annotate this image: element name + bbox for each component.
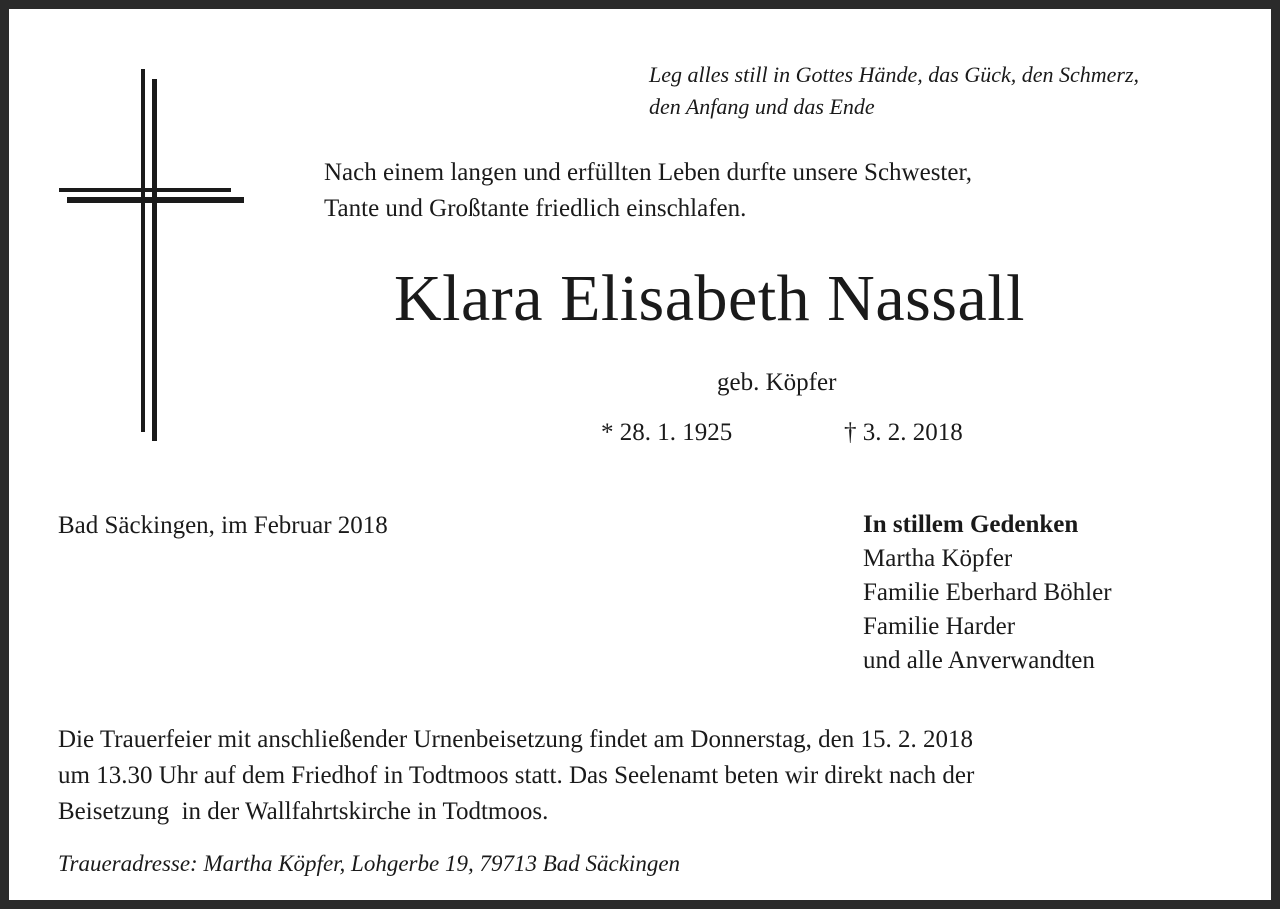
mourners-block [863,508,1112,678]
mourners-heading: In stillem Gedenken [863,511,1079,538]
mourner-name: und alle Anverwandten [863,647,1095,674]
birth-date: * 28. 1. 1925 [601,419,733,446]
mourning-address: Traueradresse: Martha Köpfer, Lohgerbe 19, 79713 Bad Säckingen [58,851,681,876]
mourner-name: Familie Harder [863,613,1016,640]
motto-line-2: den Anfang und das Ende [649,94,875,119]
ceremony-line-2: um 13.30 Uhr auf dem Friedhof in Todtmoos statt. Das Seelenamt beten wir direkt nach der [58,762,975,789]
birth-name: geb. Köpfer [717,369,837,396]
deceased-name: Klara Elisabeth Nassall [394,262,1025,335]
motto-verse [649,59,1139,123]
cross-icon [57,69,247,444]
motto-line-1: Leg alles still in Gottes Hände, das Gück, den Schmerz, [649,62,1140,87]
mourner-name: Familie Eberhard Böhler [863,579,1112,606]
ceremony-info [58,722,974,830]
place-and-date: Bad Säckingen, im Februar 2018 [58,512,388,539]
mourner-name: Martha Köpfer [863,545,1013,572]
intro-line-1: Nach einem langen und erfüllten Leben durfte unsere Schwester, [324,159,973,186]
intro-line-2: Tante und Großtante friedlich einschlafen. [324,195,747,222]
ceremony-line-3: Beisetzung in der Wallfahrtskirche in Todtmoos. [58,798,549,825]
ceremony-line-1: Die Trauerfeier mit anschließender Urnenbeisetzung findet am Donnerstag, den 15. 2. 2018 [58,726,974,753]
death-date: † 3. 2. 2018 [844,419,963,446]
intro-text [324,155,972,227]
